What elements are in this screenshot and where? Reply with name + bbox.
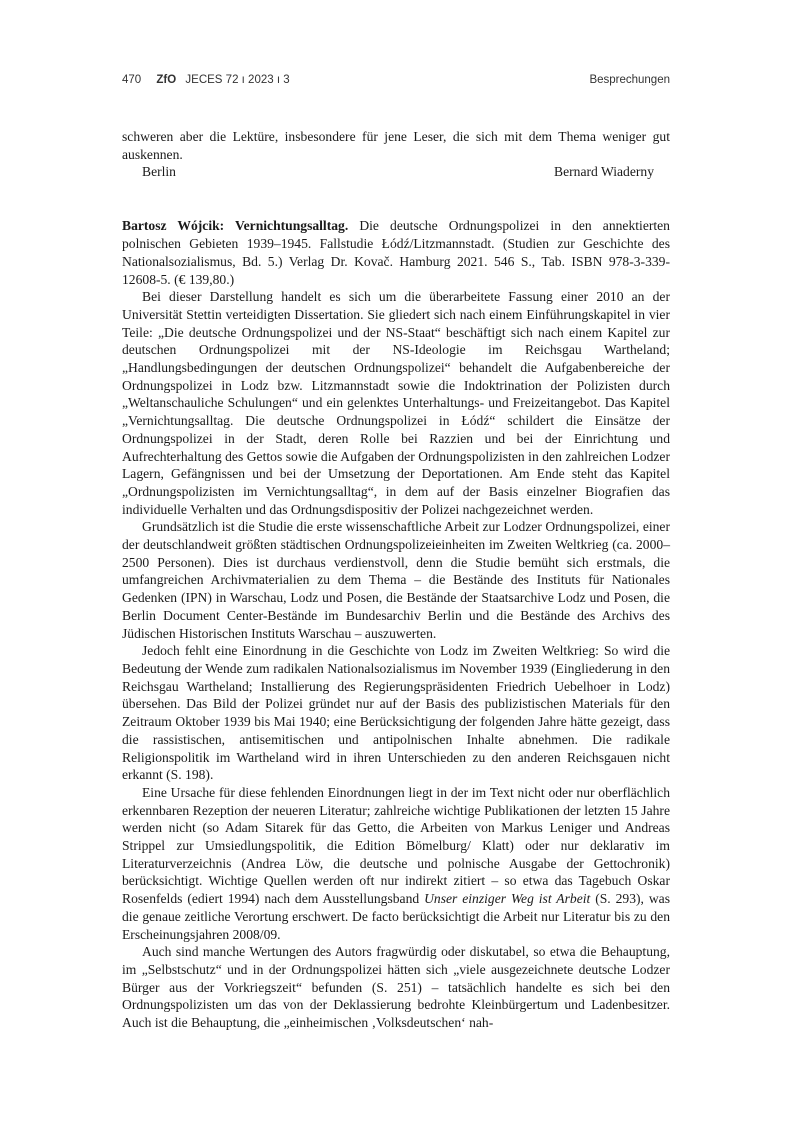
page-body <box>122 128 670 1032</box>
paragraph-4-text-a: Eine Ursache für diese fehlenden Einordnungen liegt in der im Text nicht oder nur oberflächlich erkennbaren Rezeption der neueren Literatur; zahlreiche wichtige Publikationen der letzten 15 Jahre werden nicht (so Adam Sitarek für das Getto, die Arbeiten von Markus Leniger und Andreas Strippel zur Umsiedlungspolitik, die Edition Bömelburg/ Klatt) oder nur deklarativ im Literaturverzeichnis (Andrea Löw, die deutsche und polnische Ausgabe der Gettochronik) berücksichtigt. Wichtige Quellen werden oft nur indirekt zitiert – so etwa das Tagebuch Oskar Rosenfelds (ediert 1994) nach dem Ausstellungsband <box>122 784 670 907</box>
reviewer-name: Bernard Wiaderny <box>554 164 654 180</box>
header-left <box>122 74 290 86</box>
previous-review-ending: schweren aber die Lektüre, insbesondere für jene Leser, die sich mit dem Thema weniger gut auskennen. <box>122 129 670 162</box>
running-header <box>122 74 670 90</box>
page-number: 470 <box>122 74 142 86</box>
review-paragraph-3: Jedoch fehlt eine Einordnung in die Geschichte von Lodz im Zweiten Weltkrieg: So wird die Bedeutung der Wende zum radikalen Nationalsozialismus im November 1939 (Eingliederung in den Reichsgau Wartheland; Installierung des Regierungspräsidenten Friedrich Uebelhoer in Lodz) übersehen. Das Bild der Polizei gründet nur auf der Basis des publizistischen Materials für den Zeitraum Oktober 1939 bis Mai 1940; eine Berücksichtigung der folgenden Jahre hätte gezeigt, dass die rassistischen, antisemitischen und antipolnischen Inhalte abnehmen. Die radikale Religionspolitik im Wartheland wird in ihren Unterschieden zu den anderen Reichsgauen nicht erkannt (S. 198). <box>122 643 670 783</box>
reviewer-place: Berlin <box>142 164 176 180</box>
review-heading <box>122 217 670 288</box>
review-paragraph-1: Bei dieser Darstellung handelt es sich um die überarbeitete Fassung einer 2010 an der Universität Stettin verteidigten Dissertation. Sie gliedert sich nach einem Einführungskapitel in vier Teile: „Die deutsche Ordnungspolizei und der NS-Staat“ beschäftigt sich nach einem Kapitel zur deutschen Ordnungspolizei mit der NS-Ideologie im Reichsgau Wartheland; „Handlungsbedingungen der deutschen Ordnungspolizei“ behandelt die Aufgabenbereiche der Ordnungspolizei in Lodz bzw. Litzmannstadt sowie die Indoktrination der Polizisten durch „Weltanschauliche Schulungen“ und ein gelenktes Unterhaltungs- und Freizeitangebot. Das Kapitel „Vernichtungsalltag. Die deutsche Ordnungspolizei in Łódź“ schildert die Einsätze der Ordnungspolizei in der Stadt, deren Rolle bei Razzien und bei der Einrichtung und Aufrechterhaltung des Gettos sowie die Aufgaben der Ordnungspolizisten in den zahlreichen Lodzer Lagern, Gefängnissen und bei der Umsetzung der Deportationen. Am Ende steht das Kapitel „Ordnungspolizisten im Vernichtungsalltag“, in dem auf der Basis einzelner Biografien das individuelle Verhalten und das Ordnungsdispositiv der Polizei nachgezeichnet werden. <box>122 289 670 517</box>
reviewer-signature <box>122 163 670 181</box>
review-heading-details: Die deutsche Ordnungspolizei in den annektierten polnischen Gebieten 1939–1945. Fallstudie Łódź/Litzmannstadt. (Studien zur Geschichte des Nationalsozialismus, Bd. 5.) Verlag Dr. Kovač. Hamburg 2021. 546 S., Tab. ISBN 978-3-339-12608-5. (€ 139,80.) <box>122 218 670 287</box>
journal-issue: JECES 72 ı 2023 ı 3 <box>185 74 290 86</box>
review-heading-bold: Bartosz Wójcik: Vernichtungsalltag. <box>122 218 349 234</box>
review-paragraph-5: Auch sind manche Wertungen des Autors fragwürdig oder diskutabel, so etwa die Behauptung, im „Selbstschutz“ und in der Ordnungspolizei hätten sich „viele ausgezeichnete deutsche Lodzer Bürger aus der Vorkriegszeit“ befunden (S. 251) – tatsächlich handelte es sich bei den Ordnungspolizisten um das von der Deklassierung bedrohte Kleinbürgertum und Ladenbesitzer. Auch ist die Behauptung, die „einheimischen ‚Volksdeutschen‘ nah- <box>122 944 670 1031</box>
review-paragraph-2: Grundsätzlich ist die Studie die erste wissenschaftliche Arbeit zur Lodzer Ordnungspolizei, einer der deutschlandweit größten städtischen Ordnungspolizeieinheiten im Zweiten Weltkrieg (ca. 2000–2500 Personen). Dies ist durchaus verdienstvoll, denn die Studie bemüht sich erstmals, die umfangreichen Archivmaterialien zu dem Thema – die Bestände des Instituts für Nationales Gedenken (IPN) in Warschau, Lodz und Posen, die Bestände der Staatsarchive Lodz und Posen, die Berlin Document Center-Bestände im Bundesarchiv Berlin und die Bestände des Archivs des Jüdischen Historischen Instituts Warschau – auszuwerten. <box>122 519 670 641</box>
review-paragraph-4 <box>122 784 670 943</box>
journal-abbreviation: ZfO <box>156 74 177 86</box>
paragraph-4-text-b: (S. 293), was die genaue zeitliche Verortung erschwert. De facto berücksichtigt die Arbeit nur Literatur bis zu den Erscheinungsjahren 2008/09. <box>122 891 670 942</box>
section-title: Besprechungen <box>589 74 670 86</box>
book-title-italic: Unser einziger Weg ist Arbeit <box>424 891 591 907</box>
